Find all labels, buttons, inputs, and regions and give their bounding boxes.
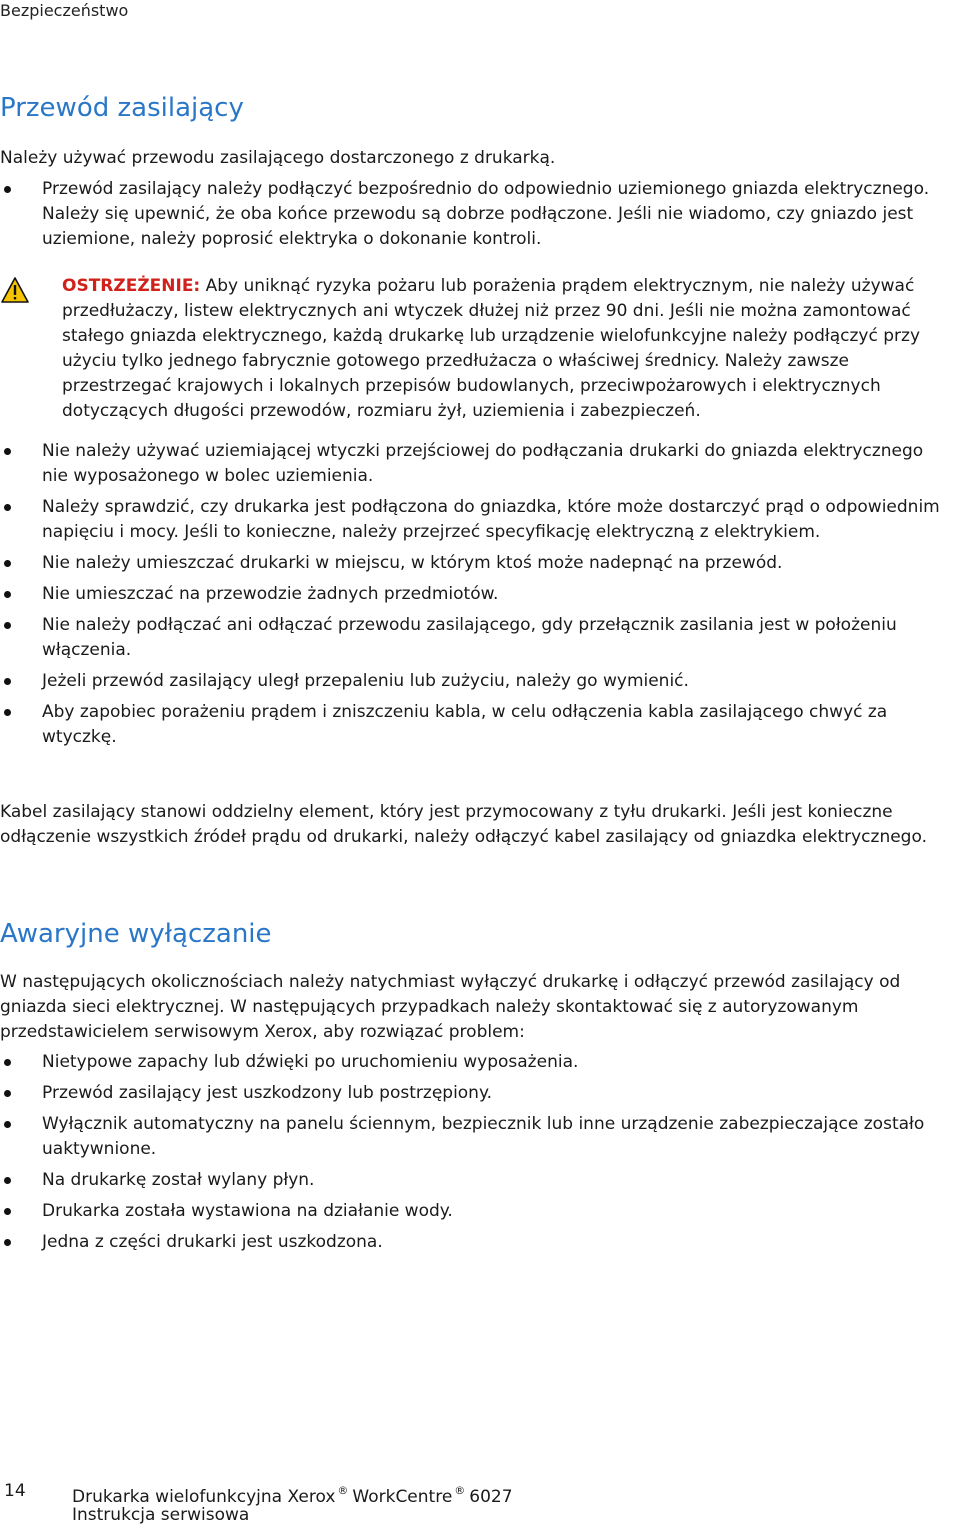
list-item [0,1112,944,1162]
section-heading-emergency: Awaryjne wyłączanie [0,919,272,949]
warning-label: OSTRZEŻENIE: [62,276,201,296]
emergency-intro: W następujących okolicznościach należy natychmiast wyłączyć drukarkę i odłączyć przewód zasilający od gniazda sieci elektrycznej. W następujących przypadkach należy skontaktować się z autoryzowanym przedstawicielem serwisowym Xerox, aby rozwiązać problem: [0,972,901,1042]
section-heading-power-cord: Przewód zasilający [0,93,244,123]
list-item-text: Na drukarkę został wylany płyn. [42,1170,315,1190]
list-item-text: Przewód zasilający należy podłączyć bezpośrednio do odpowiednio uziemionego gniazda elektrycznego. Należy się upewnić, że oba końce przewodu są dobrze podłączone. Jeśli nie wiadomo, czy gniazdo jest uziemione, należy poprosić elektryka o dokonanie kontroli. [42,179,930,249]
list-item-text: Nie należy umieszczać drukarki w miejscu, w którym ktoś może nadepnąć na przewód. [42,553,783,573]
page-number: 14 [4,1481,26,1501]
list-item-text: Jeżeli przewód zasilający uległ przepaleniu lub zużyciu, należy go wymienić. [42,671,689,691]
list-item [0,1230,944,1255]
list-item [0,495,944,545]
bullet-icon [4,1239,11,1246]
list-item-text: Nie należy podłączać ani odłączać przewodu zasilającego, gdy przełącznik zasilania jest w położeniu włączenia. [42,615,897,660]
bullet-icon [4,186,11,193]
emergency-list [0,1050,944,1261]
list-item [0,439,944,489]
list-item [0,700,944,750]
warning-triangle-icon [0,276,30,304]
footer-guide-title: Instrukcja serwisowa [72,1505,250,1525]
list-item-text: Nie umieszczać na przewodzie żadnych przedmiotów. [42,584,499,604]
warning-body: Aby uniknąć ryzyka pożaru lub porażenia prądem elektrycznym, nie należy używać przedłużaczy, listew elektrycznych ani wtyczek dłużej niż przez 90 dni. Jeśli nie można zamontować stałego gniazda elektrycznego, każdą drukarkę lub urządzenie wielofunkcyjne należy podłączyć przy użyciu tylko jednego fabrycznie gotowego przedłużacza o właściwej średnicy. Należy zawsze przestrzegać krajowych i lokalnych przepisów budowlanych, przeciwpożarowych i elektrycznych dotyczących długości przewodów, rozmiaru żył, uziemienia i zabezpieczeń. [62,276,921,421]
bullet-icon [4,622,11,629]
list-item-text: Przewód zasilający jest uszkodzony lub postrzępiony. [42,1083,493,1103]
list-item [0,1050,944,1075]
bullet-icon [4,504,11,511]
power-cord-list [0,439,944,756]
footer-product-name: Drukarka wielofunkcyjna Xerox [72,1487,336,1507]
bullet-icon [4,1059,11,1066]
list-item [0,1199,944,1224]
bullet-icon [4,1177,11,1184]
list-item [0,1081,944,1106]
list-item [0,582,944,607]
bullet-icon [4,1208,11,1215]
bullet-icon [4,678,11,685]
running-header: Bezpieczeństwo [0,1,129,20]
bullet-icon [4,591,11,598]
list-item [0,177,944,252]
power-cord-first-list [0,177,944,258]
bullet-icon [4,709,11,716]
list-item [0,669,944,694]
list-item-text: Drukarka została wystawiona na działanie wody. [42,1201,453,1221]
list-item-text: Nietypowe zapachy lub dźwięki po uruchomieniu wyposażenia. [42,1052,579,1072]
list-item-text: Wyłącznik automatyczny na panelu ściennym, bezpiecznik lub inne urządzenie zabezpieczające zostało uaktywnione. [42,1114,925,1159]
list-item [0,1168,944,1193]
registered-mark: ® [337,1484,349,1497]
list-item-text: Aby zapobiec porażeniu prądem i zniszczeniu kabla, w celu odłączenia kabla zasilającego chwyć za wtyczkę. [42,702,888,747]
list-item-text: Należy sprawdzić, czy drukarka jest podłączona do gniazdka, które może dostarczyć prąd o odpowiednim napięciu i mocy. Jeśli to konieczne, należy przejrzeć specyfikację elektryczną z elektrykiem. [42,497,940,542]
bullet-icon [4,1121,11,1128]
list-item-text: Nie należy używać uziemiającej wtyczki przejściowej do podłączania drukarki do gniazda elektrycznego nie wyposażonego w bolec uziemienia. [42,441,924,486]
power-cord-closing: Kabel zasilający stanowi oddzielny element, który jest przymocowany z tyłu drukarki. Jeśli jest konieczne odłączenie wszystkich źródeł prądu od drukarki, należy odłączyć kabel zasilający od gniazdka elektrycznego. [0,802,927,847]
footer-product-model: WorkCentre [352,1487,453,1507]
list-item [0,551,944,576]
power-cord-intro: Należy używać przewodu zasilającego dostarczonego z drukarką. [0,148,556,168]
list-item [0,613,944,663]
bullet-icon [4,560,11,567]
list-item-text: Jedna z części drukarki jest uszkodzona. [42,1232,383,1252]
warning-text [62,274,960,424]
bullet-icon [4,1090,11,1097]
footer-product-number: 6027 [469,1487,513,1507]
registered-mark: ® [454,1484,466,1497]
bullet-icon [4,448,11,455]
